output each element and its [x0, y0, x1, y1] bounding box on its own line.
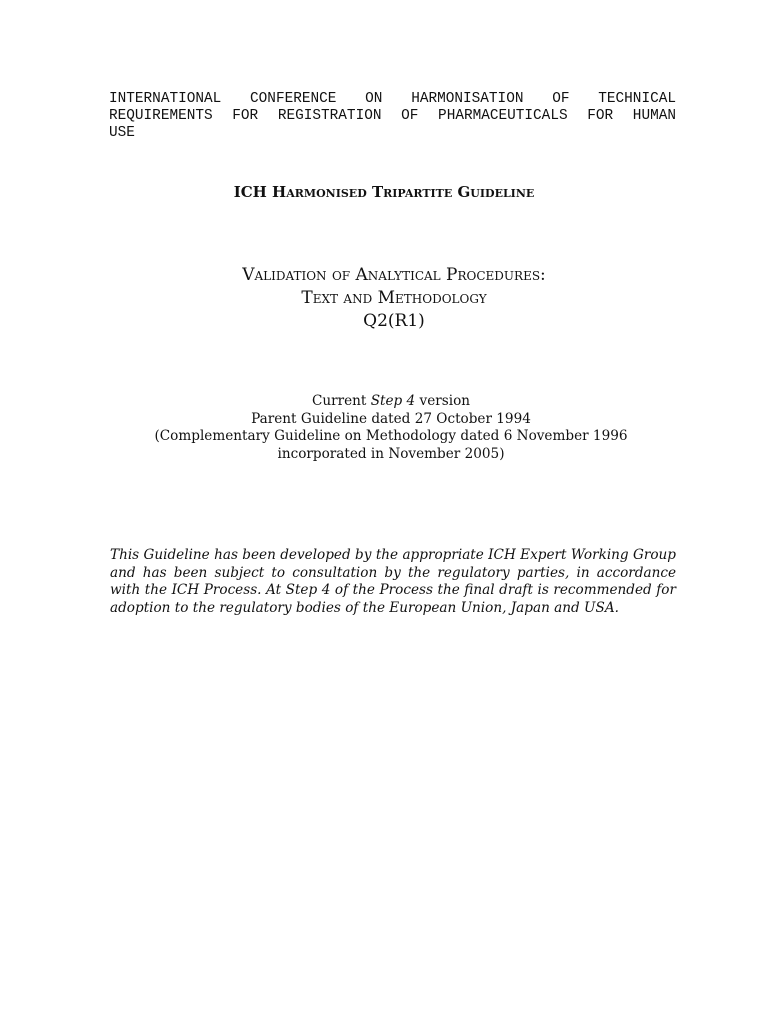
current-version [0, 393, 768, 411]
conference-header-line-3: USE [109, 125, 135, 141]
version-info [0, 393, 768, 463]
title-line-1: Validation of Analytical Procedures: [242, 265, 546, 285]
complementary-guideline-date: (Complementary Guideline on Methodology dated 6 November 1996 [154, 428, 628, 444]
current-version-prefix: Current [311, 393, 371, 409]
conference-header-line-1: INTERNATIONAL CONFERENCE ON HARMONISATION OF TECHNICAL [109, 91, 676, 107]
title-code: Q2(R1) [363, 311, 425, 331]
incorporated-date: incorporated in November 2005) [277, 445, 505, 462]
guideline-notice: This Guideline has been developed by the appropriate ICH Expert Working Group and has been subject to consultation by the regulatory parties, in accordance with the ICH Process. At Step 4 of the Process the final draft is recommended for adoption to the regulatory bodies of the European Union, Japan and USA. [110, 547, 676, 616]
guideline-type-heading: ICH Harmonised Tripartite Guideline [233, 183, 535, 201]
conference-header [109, 91, 676, 142]
title-line-2: Text and Methodology [301, 288, 487, 308]
conference-header-line-2: REQUIREMENTS FOR REGISTRATION OF PHARMACEUTICALS FOR HUMAN [109, 108, 676, 124]
parent-guideline-date: Parent Guideline dated 27 October 1994 [251, 410, 531, 427]
current-version-suffix: version [415, 393, 471, 409]
current-version-step: Step 4 [370, 393, 416, 409]
document-title [0, 264, 768, 333]
